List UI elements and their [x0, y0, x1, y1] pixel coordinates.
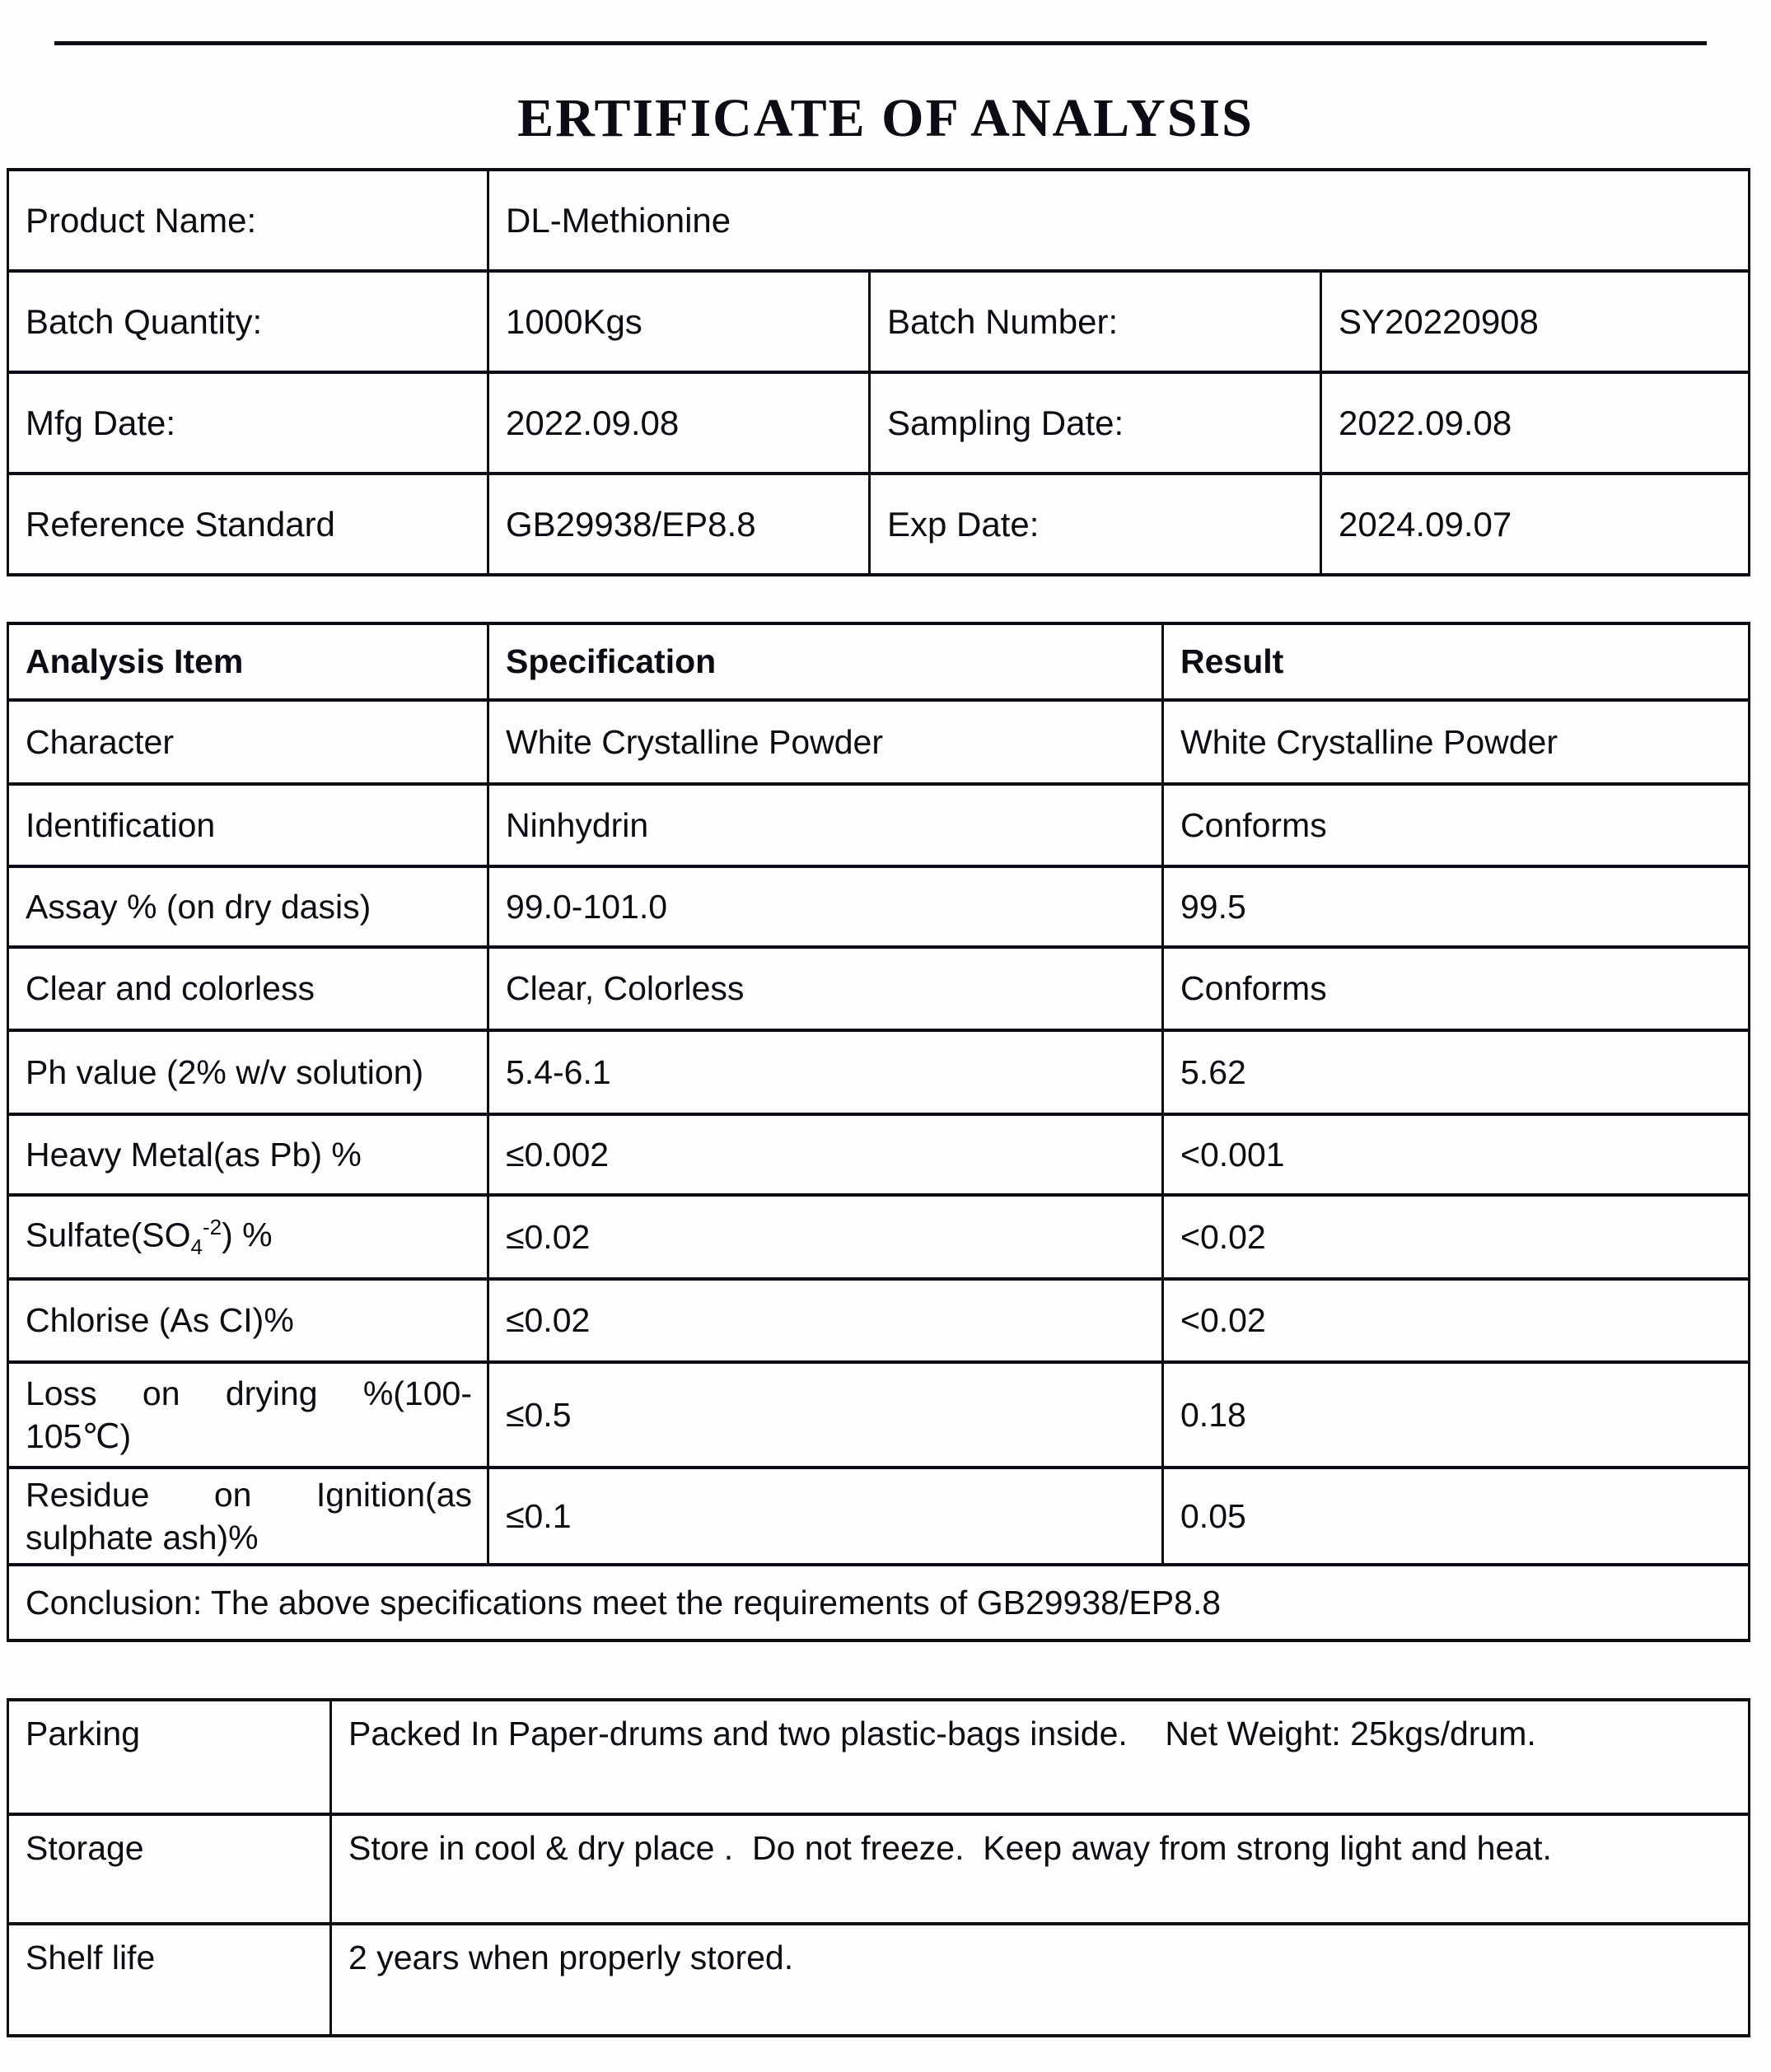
result-cell: Conforms — [1163, 947, 1750, 1030]
result-cell: <0.02 — [1163, 1195, 1750, 1279]
top-rule — [54, 41, 1707, 45]
result-cell: 5.62 — [1163, 1030, 1750, 1114]
specification-cell: 99.0-101.0 — [488, 866, 1163, 947]
batch-quantity-label: Batch Quantity: — [8, 271, 488, 372]
table-row — [8, 474, 1750, 575]
result-cell: 99.5 — [1163, 866, 1750, 947]
exp-date-value: 2024.09.07 — [1321, 474, 1750, 575]
analysis-item-cell: Chlorise (As CI)% — [8, 1279, 488, 1362]
specification-cell: ≤0.002 — [488, 1114, 1163, 1195]
table-header-row — [8, 623, 1750, 700]
col-header-specification: Specification — [488, 623, 1163, 700]
packing-table — [7, 1698, 1750, 2037]
table-row — [8, 1468, 1750, 1565]
table-row — [8, 700, 1750, 784]
table-row — [8, 1924, 1750, 2036]
table-row — [8, 1195, 1750, 1279]
conclusion-cell: Conclusion: The above specifications meet the requirements of GB29938/EP8.8 — [8, 1565, 1750, 1640]
table-row — [8, 1279, 1750, 1362]
table-row — [8, 1114, 1750, 1195]
batch-number-label: Batch Number: — [870, 271, 1321, 372]
info-table — [7, 168, 1750, 576]
residue-label-line2: sulphate ash)% — [26, 1519, 259, 1556]
table-row — [8, 372, 1750, 474]
col-header-analysis-item: Analysis Item — [8, 623, 488, 700]
specification-cell: 5.4-6.1 — [488, 1030, 1163, 1114]
table-row — [8, 784, 1750, 866]
specification-cell: ≤0.02 — [488, 1279, 1163, 1362]
result-cell: <0.001 — [1163, 1114, 1750, 1195]
specification-cell: ≤0.02 — [488, 1195, 1163, 1279]
loss-label-line2: 105℃) — [26, 1417, 132, 1455]
sulfate-label-pre: Sulfate(SO — [26, 1216, 191, 1254]
shelf-life-value: 2 years when properly stored. — [331, 1924, 1750, 2036]
product-name-value: DL-Methionine — [488, 170, 1750, 271]
analysis-item-cell-sulfate — [8, 1195, 488, 1279]
table-row — [8, 1030, 1750, 1114]
table-row — [8, 947, 1750, 1030]
analysis-item-cell: Assay % (on dry dasis) — [8, 866, 488, 947]
exp-date-label: Exp Date: — [870, 474, 1321, 575]
analysis-item-cell: Ph value (2% w/v solution) — [8, 1030, 488, 1114]
specification-cell: ≤0.1 — [488, 1468, 1163, 1565]
specification-cell: Clear, Colorless — [488, 947, 1163, 1030]
mfg-date-value: 2022.09.08 — [488, 372, 870, 474]
residue-label-line1: Residue on Ignition(as — [26, 1476, 472, 1514]
batch-quantity-value: 1000Kgs — [488, 271, 870, 372]
analysis-item-cell: Heavy Metal(as Pb) % — [8, 1114, 488, 1195]
reference-standard-label: Reference Standard — [8, 474, 488, 575]
sulfate-label-subscript: 4 — [190, 1234, 203, 1259]
storage-value: Store in cool & dry place . Do not freeze. Keep away from strong light and heat. — [331, 1814, 1750, 1924]
analysis-item-cell: Character — [8, 700, 488, 784]
specification-cell: ≤0.5 — [488, 1362, 1163, 1468]
analysis-item-cell: Clear and colorless — [8, 947, 488, 1030]
storage-label: Storage — [8, 1814, 331, 1924]
reference-standard-value: GB29938/EP8.8 — [488, 474, 870, 575]
analysis-table — [7, 622, 1750, 1642]
shelf-life-label: Shelf life — [8, 1924, 331, 2036]
table-row — [8, 1362, 1750, 1468]
mfg-date-label: Mfg Date: — [8, 372, 488, 474]
table-row — [8, 271, 1750, 372]
result-cell: White Crystalline Powder — [1163, 700, 1750, 784]
analysis-item-cell-loss-on-drying — [8, 1362, 488, 1468]
batch-number-value: SY20220908 — [1321, 271, 1750, 372]
conclusion-row — [8, 1565, 1750, 1640]
col-header-result: Result — [1163, 623, 1750, 700]
analysis-item-cell-residue-on-ignition — [8, 1468, 488, 1565]
product-name-label: Product Name: — [8, 170, 488, 271]
table-row — [8, 1814, 1750, 1924]
table-row — [8, 866, 1750, 947]
specification-cell: White Crystalline Powder — [488, 700, 1163, 784]
result-cell: 0.05 — [1163, 1468, 1750, 1565]
table-row — [8, 1700, 1750, 1814]
parking-label: Parking — [8, 1700, 331, 1814]
parking-value: Packed In Paper-drums and two plastic-bags inside. Net Weight: 25kgs/drum. — [331, 1700, 1750, 1814]
result-cell: <0.02 — [1163, 1279, 1750, 1362]
sampling-date-value: 2022.09.08 — [1321, 372, 1750, 474]
page-title: ERTIFICATE OF ANALYSIS — [517, 88, 1254, 148]
loss-label-line1: Loss on drying %(100- — [26, 1374, 472, 1412]
sulfate-label-superscript: -2 — [203, 1214, 222, 1239]
result-cell: 0.18 — [1163, 1362, 1750, 1468]
specification-cell: Ninhydrin — [488, 784, 1163, 866]
sulfate-label-post: ) % — [222, 1216, 273, 1254]
sampling-date-label: Sampling Date: — [870, 372, 1321, 474]
table-row — [8, 170, 1750, 271]
analysis-item-cell: Identification — [8, 784, 488, 866]
result-cell: Conforms — [1163, 784, 1750, 866]
